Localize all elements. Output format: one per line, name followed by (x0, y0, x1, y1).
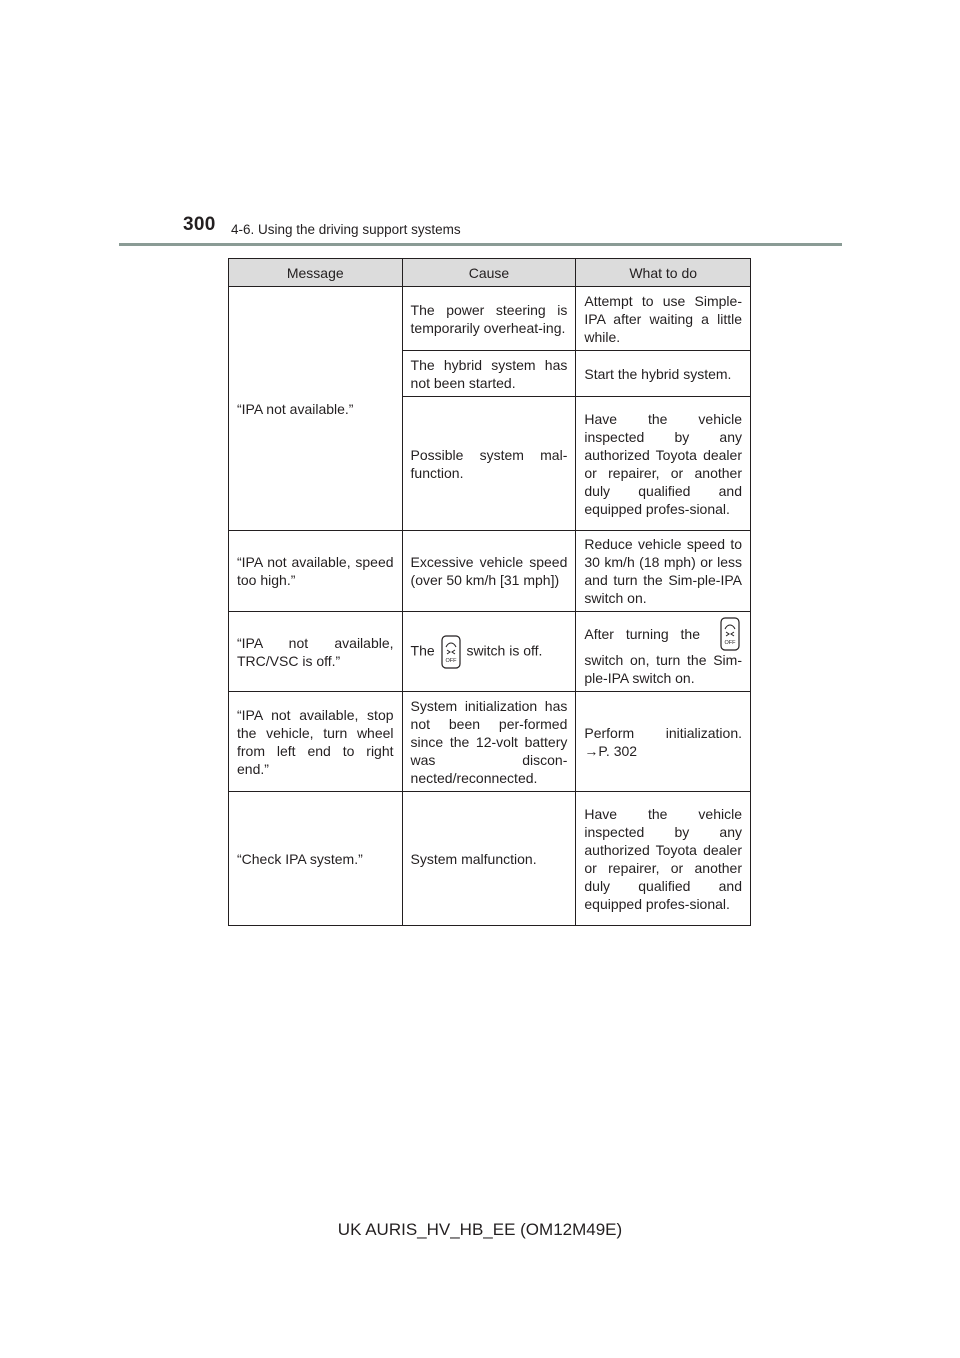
action-cell (576, 692, 751, 792)
message-cell (229, 692, 403, 792)
action-cell (576, 287, 751, 351)
cause-cell (402, 612, 576, 692)
action-text-before: After turning the (584, 625, 700, 642)
action-text: Start the hybrid system. (584, 365, 732, 382)
table-row (229, 531, 751, 612)
message-text: “IPA not available, speed too high.” (237, 554, 394, 588)
cause-cell (402, 531, 576, 612)
cause-text: System malfunction. (410, 850, 537, 867)
cause-cell (402, 351, 576, 397)
message-text: “Check IPA system.” (237, 850, 363, 867)
message-text: “IPA not available, TRC/VSC is off.” (237, 634, 394, 669)
cause-text: The hybrid system has not been started. (410, 356, 568, 391)
action-text: Have the vehicle inspected by any authorized Toyota dealer or repairer, or another duly qualified and equipped profes-sional. (584, 410, 742, 517)
switch-off-label: OFF (445, 657, 457, 664)
table-row (229, 692, 751, 792)
warning-message-table (228, 258, 751, 926)
column-header-message: Message (229, 259, 403, 287)
column-header-action: What to do (576, 259, 751, 287)
vsc-off-switch-icon (441, 635, 461, 669)
action-cell (576, 612, 751, 692)
action-cell (576, 792, 751, 926)
message-cell (229, 287, 403, 531)
message-text: “IPA not available.” (237, 400, 354, 417)
table-row (229, 287, 751, 351)
section-title: 4-6. Using the driving support systems (231, 222, 461, 237)
message-text: “IPA not available, stop the vehicle, turn wheel from left end to right end.” (237, 706, 394, 777)
cause-text: Excessive vehicle speed (over 50 km/h [31 mph]) (410, 554, 568, 588)
cause-text-before: The (410, 642, 435, 659)
column-header-cause: Cause (402, 259, 576, 287)
action-cell (576, 531, 751, 612)
model-code-footer: UK AURIS_HV_HB_EE (OM12M49E) (337, 1220, 623, 1239)
cause-text-after: switch is off. (466, 642, 543, 659)
action-text: Perform initialization. (584, 724, 742, 741)
message-cell (229, 531, 403, 612)
message-cell (229, 612, 403, 692)
cause-cell (402, 287, 576, 351)
cause-cell (402, 792, 576, 926)
action-cell (576, 397, 751, 531)
cause-text: System initialization has not been per-formed since the 12-volt battery was discon-nected/reconnected. (410, 697, 568, 786)
action-text: Attempt to use Simple-IPA after waiting a little while. (584, 292, 742, 345)
cause-cell (402, 397, 576, 531)
vsc-off-switch-icon (720, 617, 740, 651)
message-cell (229, 792, 403, 926)
cause-cell (402, 692, 576, 792)
switch-off-label: OFF (724, 639, 736, 646)
table-row (229, 792, 751, 926)
table-header-row (229, 259, 751, 287)
action-text-after: switch on, turn the Sim-ple-IPA switch on. (584, 651, 742, 686)
page-reference: →P. 302 (584, 742, 638, 759)
action-cell (576, 351, 751, 397)
page-number: 300 (183, 214, 216, 235)
action-text: Have the vehicle inspected by any authorized Toyota dealer or repairer, or another duly qualified and equipped profes-sional. (584, 805, 742, 912)
action-text: Reduce vehicle speed to 30 km/h (18 mph) or less and turn the Sim-ple-IPA switch on. (584, 536, 742, 606)
header-divider (119, 243, 842, 246)
table-row (229, 612, 751, 692)
cause-text: The power steering is temporarily overheat-ing. (410, 301, 568, 336)
cause-text: Possible system mal-function. (410, 446, 568, 481)
